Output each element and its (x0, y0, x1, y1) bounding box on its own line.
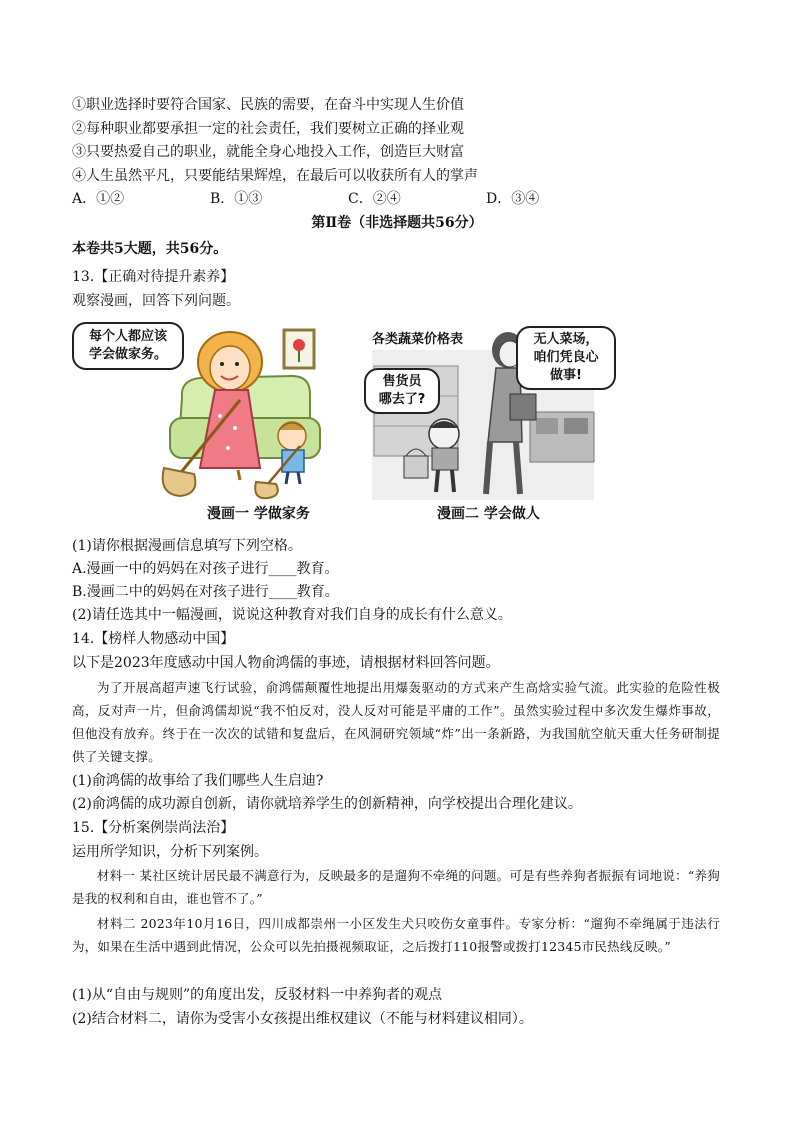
q12-option-2: ②每种职业都要承担一定的社会责任，我们要树立正确的择业观 (72, 121, 464, 137)
cartoon-1-caption: 漫画一 学做家务 (207, 506, 310, 522)
q15-prompt: 运用所学知识，分析下列案例。 (72, 844, 268, 860)
q14-sub1: (1)俞鸿儒的故事给了我们哪些人生启迪? (72, 773, 324, 789)
cartoon-2-mother-bubble (516, 326, 616, 390)
q15-material-1-text: 材料一 某社区统计居民最不满意行为，反映最多的是遛狗不牵绳的问题。可是有些养狗者振振有词地说：“养狗是我的权利和自由，谁也管不了。” (72, 868, 720, 906)
cartoon-2-honesty (360, 322, 610, 500)
q14-material (72, 676, 720, 768)
q12-option-3: ③只要热爱自己的职业，就能全身心地投入工作，创造巨大财富 (72, 144, 464, 160)
q15-material-1 (72, 864, 720, 910)
bubble-1-line-2: 学会做家务。 (88, 347, 167, 362)
q12-option-1: ①职业选择时要符合国家、民族的需要，在奋斗中实现人生价值 (72, 97, 464, 113)
cartoon-1-housework (70, 318, 340, 500)
part2-title: 第Ⅱ卷（非选择题共56分） (311, 215, 483, 231)
bubble-mother-line-1: 无人菜场， (533, 332, 599, 347)
q15-material-2-text: 材料二 2023年10月16日，四川成都崇州一小区发生犬只咬伤女童事件。专家分析：“遛狗不牵绳属于违法行为，如果在生活中遇到此情况，公众可以先拍摄视频取证，之后拨打110报警或拨打12345市民热线反映。” (72, 916, 720, 954)
q15-sub1: (1)从“自由与规则”的角度出发，反驳材料一中养狗者的观点 (72, 987, 443, 1003)
q12-choices (72, 188, 632, 210)
q13-sub2: (2)请任选其中一幅漫画，说说这种教育对我们自身的成长有什么意义。 (72, 607, 512, 623)
part2-intro: 本卷共5大题，共56分。 (72, 241, 228, 257)
q14-heading: 14.【榜样人物感动中国】 (72, 631, 235, 647)
q13-prompt: 观察漫画，回答下列问题。 (72, 293, 240, 309)
q13-sub-a: A.漫画一中的妈妈在对孩子进行____教育。 (72, 561, 339, 577)
q15-sub2: (2)结合材料二，请你为受害小女孩提出维权建议（不能与材料建议相同）。 (72, 1011, 533, 1027)
cartoon-1-speech-bubble (72, 322, 184, 370)
bubble-mother-line-3: 做事! (550, 368, 582, 383)
q15-material-2 (72, 912, 720, 958)
q14-material-text: 为了开展高超声速飞行试验，俞鸿儒颠覆性地提出用爆轰驱动的方式来产生高焓实验气流。此实验的危险性极高，反对声一片，但俞鸿儒却说“我不怕反对，没人反对可能是平庸的工作”。虽然实验过程中多次发生爆炸事故，但他没有放弃。终于在一次次的试错和复盘后，在风洞研究领域“炸”出一条新路，为我国航空航天重大任务研制提供了关键支撑。 (72, 680, 720, 764)
price-list-sign: 各类蔬菜价格表 (372, 332, 464, 347)
q13-sub-b: B.漫画二中的妈妈在对孩子进行____教育。 (72, 584, 339, 600)
choice-c: C．②④ (348, 191, 401, 207)
q12-option-4: ④人生虽然平凡，只要能结果辉煌，在最后可以收获所有人的掌声 (72, 168, 478, 184)
cartoon-2-caption: 漫画二 学会做人 (437, 506, 540, 522)
choice-d: D．③④ (486, 191, 540, 207)
q14-sub2: (2)俞鸿儒的成功源自创新，请你就培养学生的创新精神，向学校提出合理化建议。 (72, 796, 582, 812)
bubble-mother-line-2: 咱们凭良心 (533, 350, 599, 365)
bubble-child-line-2: 哪去了? (378, 392, 426, 407)
choice-b: B．①③ (210, 191, 263, 207)
q15-heading: 15.【分析案例崇尚法治】 (72, 820, 235, 836)
cartoon-2-child-bubble (364, 368, 440, 414)
bubble-1-line-1: 每个人都应该 (88, 329, 167, 344)
q14-prompt: 以下是2023年度感动中国人物俞鸿儒的事迹，请根据材料回答问题。 (72, 655, 500, 671)
q13-heading: 13.【正确对待提升素养】 (72, 269, 235, 285)
bubble-child-line-1: 售货员 (382, 374, 422, 389)
q13-sub1: (1)请你根据漫画信息填写下列空格。 (72, 538, 302, 554)
choice-a: A．①② (72, 191, 125, 207)
